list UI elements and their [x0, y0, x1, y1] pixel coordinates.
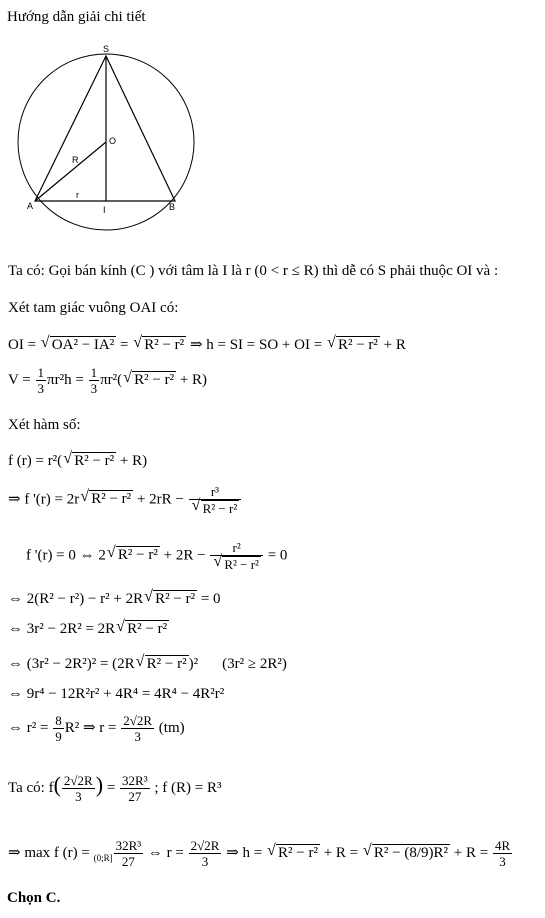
line-f: f (r) = r²(√ R² − r² + R): [8, 452, 147, 470]
answer-conclusion: Chọn C.: [7, 890, 61, 906]
line-fprime: ⇒ f '(r) = 2r√ R² − r² + 2rR − r³ √ R² − r²: [8, 484, 242, 516]
label-S: S: [103, 44, 110, 54]
label-r: r: [76, 190, 79, 200]
triangle-SAB: [35, 56, 175, 201]
line-max: ⇒ max f (r) = $_{(0;R]}$ $\frac{\text{32R³}}{27}$ ⇔ r = $\frac{2√2R}{3}$ ⇒ h = √ R² − r² + R = √ R² − (8/9)R² + R = $\frac{4R}{3}$: [8, 838, 513, 869]
line-eq4: ⇔ 9r⁴ − 12R²r² + 4R⁴ = 4R⁴ − 4R²r²: [8, 686, 225, 702]
line-intro: Ta có: Gọi bán kính (C ) với tâm là I là r (0 < r ≤ R) thì dễ có S phải thuộc OI và :: [8, 263, 499, 279]
line-eq3: ⇔ (3r² − 2R²)² = (2R√ R² − r² )² (3r² ≥ 2R²): [8, 655, 287, 673]
line-eq2: ⇔ 3r² − 2R² = 2R√ R² − r²: [8, 620, 169, 638]
line-eq1: ⇔ 2(R² − r²) − r² + 2R√ R² − r² = 0: [8, 590, 221, 608]
line-eq5: ⇔ r² = $\frac{8}{9}$ R² ⇒ r = $\frac{2√2R}{3}$ (tm): [8, 713, 185, 744]
segment-AO: [35, 142, 106, 201]
label-R: R: [72, 155, 79, 165]
cone-cross-section-diagram: [0, 0, 545, 240]
line-oi: OI = √ OA² − IA² = √ R² − r² ⇒ h = SI = SO + OI = √ R² − r² + R: [8, 335, 406, 354]
line-volume: V = $\frac{1}{3}$ πr²h = $\frac{1}{3}$ πr²(√ R² − r² + R): [8, 365, 207, 396]
label-B: B: [169, 202, 176, 212]
solution-heading: Hướng dẫn giải chi tiết: [7, 9, 146, 25]
label-I: I: [103, 205, 106, 215]
line-oai: Xét tam giác vuông OAI có:: [8, 300, 179, 316]
line-function-intro: Xét hàm số:: [8, 417, 81, 433]
label-O: O: [109, 136, 117, 146]
label-A: A: [27, 201, 34, 211]
line-fprime-zero: f '(r) = 0 ⇔ 2√ R² − r² + 2R − r² √ R² − r² = 0: [26, 540, 287, 572]
line-compare: Ta có: f( $\frac{2√2R}{3}$ ) = $\frac{\text{32R³}}{27}$ ; f (R) = R³: [8, 772, 222, 805]
